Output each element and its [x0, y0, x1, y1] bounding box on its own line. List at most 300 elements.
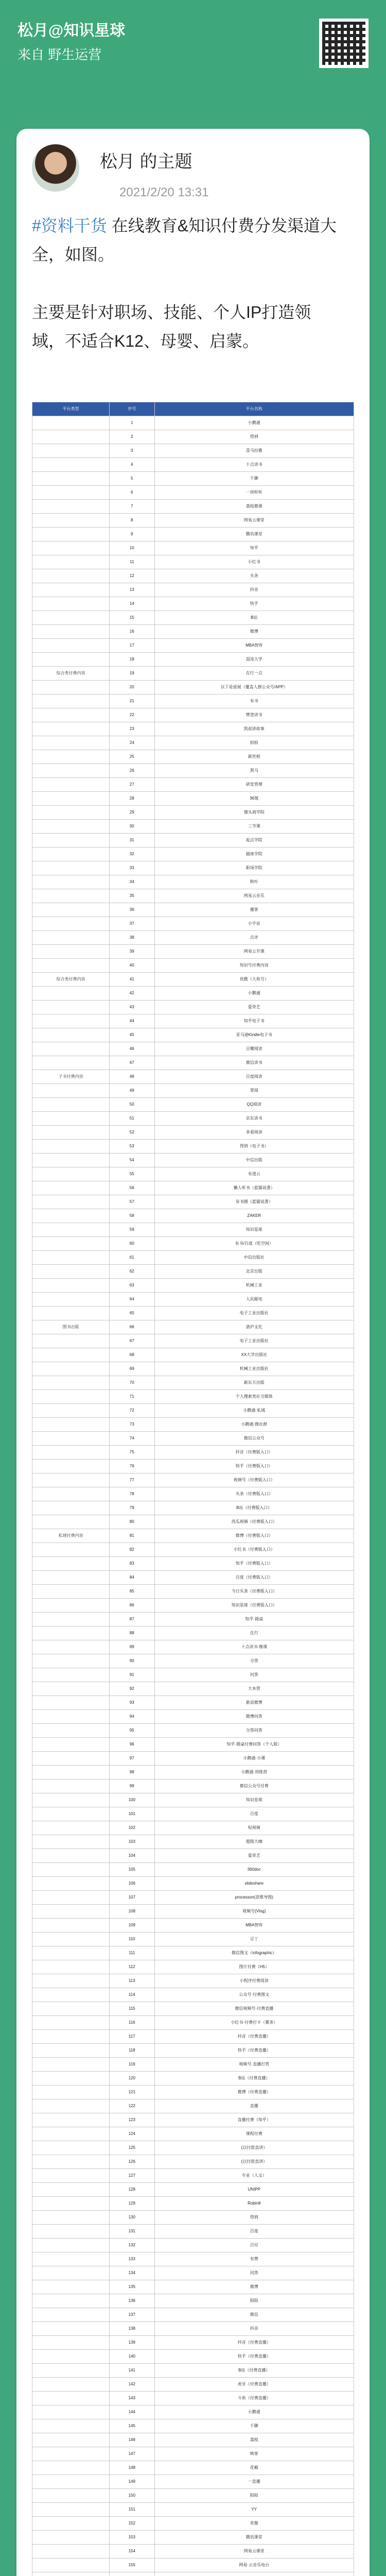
table-cell-number: 50: [110, 1098, 155, 1112]
table-cell-number: 58: [110, 1209, 155, 1223]
table-cell-number: 89: [110, 1640, 155, 1654]
table-cell-category: [32, 792, 110, 806]
table-cell-number: 113: [110, 1974, 155, 1988]
table-cell-number: 84: [110, 1571, 155, 1585]
table-cell-category: [32, 528, 110, 541]
table-cell-category: [32, 2392, 110, 2405]
table-row: [32, 2099, 354, 2113]
table-row: [32, 2183, 354, 2197]
table-cell-number: 149: [110, 2475, 155, 2489]
table-cell-platform: 微博: [154, 625, 354, 639]
table-cell-platform: 抖音（付费直播）: [154, 2030, 354, 2044]
table-cell-category: [32, 931, 110, 945]
table-cell-category: [32, 1362, 110, 1376]
table-row: [32, 1780, 354, 1793]
table-row: [32, 528, 354, 541]
table-row: [32, 597, 354, 611]
table-cell-category: [32, 750, 110, 764]
table-cell-category: [32, 430, 110, 444]
table-cell-platform: 小鹅通·私域: [154, 1404, 354, 1418]
table-row: [32, 416, 354, 430]
table-cell-number: 155: [110, 2558, 155, 2572]
table-cell-platform: 荔枝: [154, 2433, 354, 2447]
table-row: [32, 2072, 354, 2086]
table-cell-platform: 抖音（付费版入口）: [154, 1446, 354, 1460]
table-cell-number: 46: [110, 1042, 155, 1056]
table-cell-platform: 黑马: [154, 764, 354, 778]
table-cell-category: [32, 1571, 110, 1585]
table-cell-number: 135: [110, 2280, 155, 2294]
header-title: 松月@知识星球: [17, 22, 126, 39]
table-cell-category: [32, 959, 110, 973]
table-cell-platform: 视频号·直播打赏: [154, 2058, 354, 2072]
table-cell-number: 23: [110, 722, 155, 736]
table-cell-platform: 中信出版: [154, 1154, 354, 1167]
table-row: [32, 1209, 354, 1223]
table-cell-number: 70: [110, 1376, 155, 1390]
table-cell-number: 20: [110, 681, 155, 694]
table-cell-platform: 播客: [154, 903, 354, 917]
table-cell-number: 65: [110, 1307, 155, 1320]
table-cell-category: [32, 1613, 110, 1626]
table-cell-category: [32, 1056, 110, 1070]
sheet-header-number: 序号: [110, 402, 155, 416]
table-cell-platform: 知乎（付费版入口）: [154, 1557, 354, 1571]
table-cell-number: 83: [110, 1557, 155, 1571]
table-row: [32, 2517, 354, 2531]
table-cell-number: 74: [110, 1432, 155, 1446]
table-cell-number: 99: [110, 1780, 155, 1793]
table-cell-number: 67: [110, 1334, 155, 1348]
avatar[interactable]: [32, 144, 79, 192]
table-cell-category: [32, 1404, 110, 1418]
table-row: [32, 1042, 354, 1056]
table-row: [32, 1181, 354, 1195]
post-content-line2: 主要是针对职场、技能、个人IP打造领域，不适合K12、母婴、启蒙。: [32, 303, 311, 350]
table-cell-platform: 今日头条（付费版入口）: [154, 1585, 354, 1599]
table-row: [32, 1014, 354, 1028]
table-cell-platform: MBA智库: [154, 1919, 354, 1933]
table-cell-number: 139: [110, 2336, 155, 2350]
table-cell-platform: 以下是延展（覆盖人群公众号/APP）: [154, 681, 354, 694]
table-row: [32, 555, 354, 569]
table-cell-platform: 腾讯课堂: [154, 2531, 354, 2545]
table-cell-number: 11: [110, 555, 155, 569]
table-cell-platform: 微信: [154, 2308, 354, 2322]
table-cell-number: 41: [110, 973, 155, 987]
table-cell-category: [32, 1738, 110, 1752]
table-cell-category: [32, 2113, 110, 2127]
table-row: [32, 792, 354, 806]
table-cell-number: 114: [110, 1988, 155, 2002]
table-cell-platform: B站: [154, 611, 354, 625]
table-row: [32, 2280, 354, 2294]
table-cell-platform: 头条: [154, 569, 354, 583]
table-row: [32, 1279, 354, 1293]
table-row: [32, 500, 354, 514]
table-cell-category: [32, 987, 110, 1001]
table-cell-category: [32, 2336, 110, 2350]
table-cell-category: [32, 1599, 110, 1613]
table-row: [32, 583, 354, 597]
table-cell-number: 37: [110, 917, 155, 931]
table-row: [32, 931, 354, 945]
table-cell-category: [32, 1167, 110, 1181]
table-row: [32, 2086, 354, 2099]
table-row: [32, 569, 354, 583]
table-row: [32, 1793, 354, 1807]
table-cell-number: 103: [110, 1835, 155, 1849]
table-cell-number: 3: [110, 444, 155, 458]
table-cell-platform: 网易·云音乐电台: [154, 2558, 354, 2572]
table-cell-platform: 小红书: [154, 555, 354, 569]
table-cell-category: [32, 2197, 110, 2211]
table-cell-platform: 豆瓣阅读: [154, 1042, 354, 1056]
table-cell-number: 115: [110, 2002, 155, 2016]
table-cell-category: [32, 2280, 110, 2294]
table-cell-number: 44: [110, 1014, 155, 1028]
table-cell-platform: 知识星球（付费版入口）: [154, 1599, 354, 1613]
table-row: [32, 514, 354, 528]
table-cell-number: 19: [110, 667, 155, 681]
table-cell-number: 117: [110, 2030, 155, 2044]
table-row: [32, 472, 354, 486]
table-row: [32, 2447, 354, 2461]
table-cell-platform: 知识星球: [154, 1223, 354, 1237]
table-row: [32, 1960, 354, 1974]
table-cell-category: [32, 2308, 110, 2322]
table-cell-category: [32, 597, 110, 611]
table-row: [32, 2405, 354, 2419]
table-cell-number: 141: [110, 2364, 155, 2378]
table-cell-platform: 超级大咖: [154, 1835, 354, 1849]
table-cell-number: 147: [110, 2447, 155, 2461]
table-cell-category: [32, 1084, 110, 1098]
table-cell-number: 138: [110, 2322, 155, 2336]
table-cell-platform: 微博（付费版入口）: [154, 1529, 354, 1543]
table-cell-number: 34: [110, 875, 155, 889]
table-cell-category: [32, 1460, 110, 1473]
table-cell-category: [32, 2086, 110, 2099]
table-cell-platform: 爱奇艺: [154, 1849, 354, 1863]
table-cell-platform: 快手: [154, 597, 354, 611]
table-cell-category: [32, 444, 110, 458]
table-cell-number: 4: [110, 458, 155, 472]
table-cell-platform: 头条（付费版入口）: [154, 1487, 354, 1501]
spreadsheet-image[interactable]: [32, 402, 354, 2576]
table-cell-category: [32, 1974, 110, 1988]
table-row: [32, 1167, 354, 1181]
table-cell-number: 71: [110, 1390, 155, 1404]
table-cell-category: [32, 2155, 110, 2169]
table-cell-platform: 十点读书: [154, 458, 354, 472]
table-cell-category: [32, 1307, 110, 1320]
table-cell-category: [32, 1891, 110, 1905]
table-cell-platform: 点评: [154, 931, 354, 945]
table-cell-number: 51: [110, 1112, 155, 1126]
table-cell-category: [32, 1835, 110, 1849]
table-cell-platform: 360doc: [154, 1863, 354, 1877]
table-cell-platform: 网易云课堂: [154, 2545, 354, 2558]
table-cell-number: 94: [110, 1710, 155, 1724]
table-row: [32, 1404, 354, 1418]
table-cell-number: 33: [110, 861, 155, 875]
table-cell-platform: 小鹅通: [154, 416, 354, 430]
table-cell-number: 30: [110, 820, 155, 834]
table-cell-number: 152: [110, 2517, 155, 2531]
table-row: [32, 1919, 354, 1933]
table-cell-platform: 拍拍: [154, 736, 354, 750]
table-cell-number: 143: [110, 2392, 155, 2405]
table-cell-number: 76: [110, 1460, 155, 1473]
table-cell-category: [32, 834, 110, 848]
table-cell-category: [32, 2183, 110, 2197]
table-cell-category: [32, 1140, 110, 1154]
table-cell-platform: 西瓜视频（付费版入口）: [154, 1515, 354, 1529]
table-cell-category: [32, 2517, 110, 2531]
table-row: [32, 1446, 354, 1460]
table-cell-category: [32, 1014, 110, 1028]
table-cell-platform: 百度（付费版入口）: [154, 1571, 354, 1585]
table-cell-platform: 短视频: [154, 1821, 354, 1835]
table-cell-category: [32, 583, 110, 597]
table-cell-number: 93: [110, 1696, 155, 1710]
table-cell-platform: 混沌大学: [154, 653, 354, 667]
table-row: [32, 1863, 354, 1877]
table-cell-category: [32, 694, 110, 708]
table-row: [32, 1376, 354, 1390]
table-cell-platform: 小鹅通: [154, 2405, 354, 2419]
table-cell-platform: 欢聚: [154, 2517, 354, 2531]
table-cell-platform: 分答: [154, 1654, 354, 1668]
table-cell-number: 130: [110, 2211, 155, 2225]
table-cell-number: 53: [110, 1140, 155, 1154]
table-cell-category: [32, 1710, 110, 1724]
table-cell-platform: 知识星球: [154, 1793, 354, 1807]
table-cell-category: [32, 875, 110, 889]
table-cell-category: [32, 764, 110, 778]
table-cell-number: 134: [110, 2266, 155, 2280]
table-cell-platform: 大本营: [154, 1682, 354, 1696]
table-row: [32, 625, 354, 639]
table-cell-platform: 十点读书·微课: [154, 1640, 354, 1654]
table-cell-category: [32, 2099, 110, 2113]
table-cell-category: 综合类付费内容: [32, 667, 110, 681]
table-cell-category: [32, 500, 110, 514]
table-cell-platform: 豆丁: [154, 1933, 354, 1946]
table-cell-number: 111: [110, 1946, 155, 1960]
table-cell-platform: (以付款直讲）: [154, 2141, 354, 2155]
table-cell-platform: 千聊: [154, 472, 354, 486]
table-cell-number: 136: [110, 2294, 155, 2308]
table-cell-platform: 有书/百度（吃空间）: [154, 1237, 354, 1251]
table-cell-category: [32, 889, 110, 903]
table-cell-category: [32, 639, 110, 653]
table-cell-platform: 起点学院: [154, 834, 354, 848]
table-cell-category: [32, 1112, 110, 1126]
table-cell-platform: 直播付费（知乎）: [154, 2113, 354, 2127]
table-cell-platform: 抖音（付费直播）: [154, 2336, 354, 2350]
table-cell-category: [32, 1487, 110, 1501]
table-row: [32, 2350, 354, 2364]
table-cell-number: 86: [110, 1599, 155, 1613]
table-cell-number: 15: [110, 611, 155, 625]
table-cell-number: 5: [110, 472, 155, 486]
table-row: [32, 1251, 354, 1265]
table-row: [32, 2419, 354, 2433]
table-cell-platform: 抖音: [154, 2322, 354, 2336]
table-cell-category: [32, 2044, 110, 2058]
table-cell-category: [32, 2461, 110, 2475]
table-cell-category: [32, 1154, 110, 1167]
table-cell-number: 123: [110, 2113, 155, 2127]
table-cell-platform: 抖音: [154, 583, 354, 597]
table-cell-number: 98: [110, 1766, 155, 1780]
table-cell-platform: 分答问答: [154, 1724, 354, 1738]
table-cell-platform: 有书圈（蓝猫说書）: [154, 1195, 354, 1209]
table-row: [32, 1571, 354, 1585]
post-author[interactable]: 松月 的主题: [100, 152, 192, 172]
table-cell-platform: 知乎: [154, 541, 354, 555]
table-cell-category: [32, 1265, 110, 1279]
table-row: [32, 1362, 354, 1376]
table-cell-category: [32, 2002, 110, 2016]
table-cell-category: [32, 472, 110, 486]
table-cell-platform: 荔枝微课: [154, 500, 354, 514]
table-row: [32, 806, 354, 820]
table-cell-platform: 图片付费（H5）: [154, 1960, 354, 1974]
table-cell-category: [32, 1557, 110, 1571]
table-cell-category: [32, 2378, 110, 2392]
table-cell-number: 42: [110, 987, 155, 1001]
table-row: [32, 1473, 354, 1487]
table-cell-category: [32, 2545, 110, 2558]
table-cell-platform: YY: [154, 2503, 354, 2517]
table-row: [32, 2364, 354, 2378]
table-cell-number: 140: [110, 2350, 155, 2364]
table-cell-number: 6: [110, 486, 155, 500]
table-row: [32, 1766, 354, 1780]
table-cell-number: 90: [110, 1654, 155, 1668]
table-cell-platform: 凯叔讲故事: [154, 722, 354, 736]
table-cell-category: [32, 1209, 110, 1223]
table-cell-number: 48: [110, 1070, 155, 1084]
post-content-line1: 在线教育&知识付费分发渠道大全，如图。: [32, 216, 337, 264]
table-row: [32, 694, 354, 708]
table-cell-category: [32, 1877, 110, 1891]
table-cell-platform: 馒头商学院: [154, 806, 354, 820]
table-cell-category: [32, 1376, 110, 1390]
table-cell-category: [32, 681, 110, 694]
table-row: [32, 1626, 354, 1640]
table-cell-platform: QQ阅读: [154, 1098, 354, 1112]
table-cell-number: 64: [110, 1293, 155, 1307]
table-row: [32, 1237, 354, 1251]
table-row: [32, 1849, 354, 1863]
table-row: [32, 1098, 354, 1112]
table-cell-platform: 新东方出版: [154, 1376, 354, 1390]
table-cell-platform: 花椒: [154, 2461, 354, 2475]
table-cell-platform: 网易云课堂: [154, 514, 354, 528]
table-cell-category: [32, 1446, 110, 1460]
table-row: [32, 1515, 354, 1529]
table-cell-category: [32, 1960, 110, 1974]
table-cell-number: 106: [110, 1877, 155, 1891]
table-cell-number: 82: [110, 1543, 155, 1557]
table-cell-platform: 樊登读书: [154, 708, 354, 722]
table-row: [32, 750, 354, 764]
table-row: [32, 2211, 354, 2225]
table-row: [32, 1696, 354, 1710]
table-cell-category: [32, 2266, 110, 2280]
table-cell-platform: 一直播: [154, 2475, 354, 2489]
table-cell-number: 55: [110, 1167, 155, 1181]
table-cell-number: 145: [110, 2419, 155, 2433]
table-cell-category: [32, 1515, 110, 1529]
table-row: [32, 1585, 354, 1599]
table-cell-number: 107: [110, 1891, 155, 1905]
table-cell-platform: 秋叶: [154, 875, 354, 889]
table-cell-platform: 亚马逊Kindle电子书: [154, 1028, 354, 1042]
table-cell-platform: 陌陌: [154, 2294, 354, 2308]
table-cell-platform: (以付款直讲）: [154, 2155, 354, 2169]
table-row: [32, 681, 354, 694]
post-header: [32, 144, 354, 192]
sheet-header-platform: 平台名称: [154, 402, 354, 416]
table-cell-category: [32, 1348, 110, 1362]
table-cell-category: [32, 1863, 110, 1877]
table-cell-category: [32, 778, 110, 792]
table-cell-category: [32, 514, 110, 528]
table-cell-number: 57: [110, 1195, 155, 1209]
table-row: [32, 1891, 354, 1905]
post-tag[interactable]: #资料干货: [32, 216, 107, 235]
table-row: [32, 1112, 354, 1126]
table-cell-number: 38: [110, 931, 155, 945]
table-cell-platform: 微博: [154, 2280, 354, 2294]
table-cell-number: 151: [110, 2503, 155, 2517]
table-row: [32, 458, 354, 472]
table-row: [32, 2558, 354, 2572]
table-row: [32, 2308, 354, 2322]
table-cell-category: [32, 2127, 110, 2141]
table-cell-number: 87: [110, 1613, 155, 1626]
table-cell-category: [32, 1821, 110, 1835]
table-cell-number: 24: [110, 736, 155, 750]
table-cell-number: 73: [110, 1418, 155, 1432]
table-cell-category: [32, 2016, 110, 2030]
table-cell-number: 14: [110, 597, 155, 611]
table-cell-platform: 百度阅读: [154, 1070, 354, 1084]
table-cell-number: 8: [110, 514, 155, 528]
table-row: [32, 2113, 354, 2127]
table-row: [32, 2058, 354, 2072]
table-cell-platform: 百付: [154, 2239, 354, 2252]
table-row: [32, 1307, 354, 1320]
table-cell-number: 96: [110, 1738, 155, 1752]
table-row: [32, 2266, 354, 2280]
table-cell-number: 124: [110, 2127, 155, 2141]
table-cell-category: [32, 1251, 110, 1265]
table-cell-number: 12: [110, 569, 155, 583]
table-cell-platform: 小程序付费阅读: [154, 1974, 354, 1988]
table-cell-number: 148: [110, 2461, 155, 2475]
table-cell-category: [32, 2169, 110, 2183]
table-cell-platform: 微信公众号付费: [154, 1780, 354, 1793]
table-cell-number: 54: [110, 1154, 155, 1167]
table-cell-number: 61: [110, 1251, 155, 1265]
table-cell-number: 109: [110, 1919, 155, 1933]
